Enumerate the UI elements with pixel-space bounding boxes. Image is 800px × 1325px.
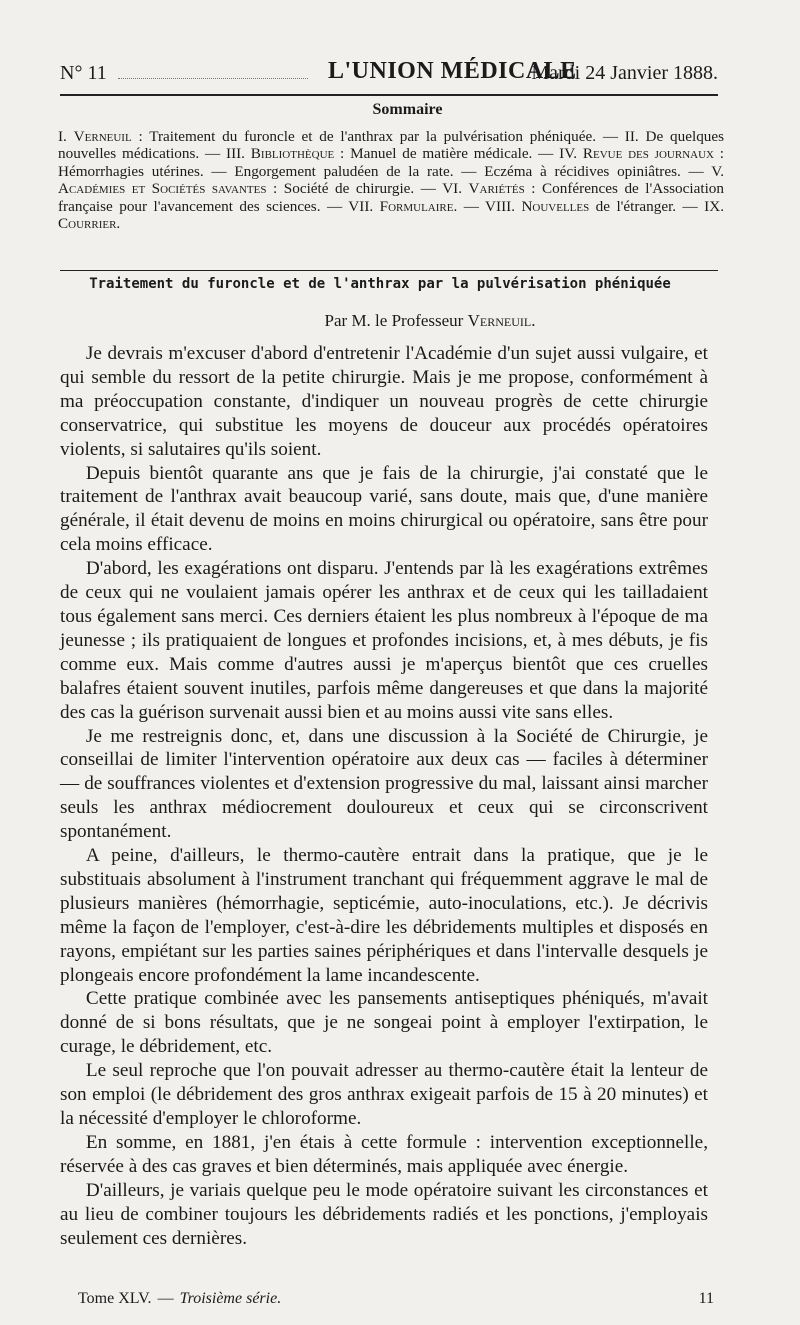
footer-volume: Tome XLV. — Troisième série.	[78, 1290, 282, 1307]
paragraph: Je devrais m'excuser d'abord d'entretenir l'Académie d'un sujet aussi vulgaire, et qui semble du ressort de la petite chirurgie. Mais je me propose, conformément à ma préoccupation constante, d'indiquer un nouveau progrès de cette chirurgie conservatrice, qui substitue les moyens de douceur aux procédés opératoires violents, si salutaires qu'ils soient.	[60, 343, 708, 460]
serie-label: Troisième série.	[179, 1290, 282, 1307]
paragraph: Je me restreignis donc, et, dans une discussion à la Société de Chirurgie, je conseillai de limiter l'intervention opératoire aux deux cas — faciles à déterminer — de souffrances violentes et d'extension progressive du mal, laissant ainsi marcher seuls les anthrax médiocrement douloureux et ceux qui se circonscrivent spontanément.	[60, 725, 708, 843]
item-text: Conférences de l'Association française pour l'avancement des sciences.	[58, 180, 724, 215]
issue-date: Mardi 24 Janvier 1888.	[531, 62, 718, 84]
page-number: 11	[698, 1290, 714, 1307]
item-text: Société de chirurgie.	[283, 180, 415, 198]
item-number: — II.	[602, 128, 639, 145]
paragraph: En somme, en 1881, j'en étais à cette formule : intervention exceptionnelle, réservée à des cas graves et bien déterminés, mais appliquée avec énergie.	[60, 1131, 708, 1177]
item-heading: Formulaire.	[379, 197, 458, 215]
sommaire-item: — VI. Variétés : Conférences de l'Association française pour l'avancement des sciences.	[58, 180, 724, 215]
paragraph: A peine, d'ailleurs, le thermo-cautère entrait dans la pratique, que je le substituais absolument à l'instrument tranchant qui fréquemment aggrave le mal de plusieurs manières (hémorrhagie, septicémie, auto-inoculations, etc.). Je décrivis même la façon de l'employer, c'est-à-dire les débridements multiples et disposés en rayons, empiétant sur les parties saines périphériques et dans l'intervalle desquels je plongeais encore profondément la lame incandescente.	[60, 845, 708, 986]
item-number: — III.	[205, 145, 245, 163]
item-text: Traitement du furoncle et de l'anthrax par la pulvérisation phéniquée.	[149, 128, 596, 145]
item-text: Hémorrhagies utérines. — Engorgement paludéen de la rate. — Eczéma à récidives opiniâtres.	[58, 162, 681, 180]
header-rule	[60, 94, 718, 96]
sommaire-item: — V. Académies et Sociétés savantes : Société de chirurgie.	[58, 162, 724, 198]
item-text: de l'étranger.	[595, 197, 677, 215]
item-heading: Variétés	[468, 180, 525, 198]
sommaire-item: — IV. Revue des journaux : Hémorrhagies utérines. — Engorgement paludéen de la rate. — Eczéma à récidives opiniâtres.	[58, 145, 724, 180]
item-number: — V.	[688, 162, 724, 180]
item-number: — VI.	[420, 180, 463, 198]
item-number: — VIII.	[463, 197, 515, 215]
item-text: Manuel de matière médicale.	[350, 145, 533, 163]
sommaire-rule	[60, 270, 718, 271]
byline-author: Verneuil.	[467, 311, 536, 330]
issue-number: N° 11	[60, 62, 107, 84]
item-text: De quelques nouvelles médications.	[58, 128, 725, 163]
byline-prefix: Par M. le Professeur	[324, 311, 464, 330]
item-heading: Nouvelles	[521, 197, 590, 215]
item-heading: Courrier.	[58, 215, 121, 233]
item-heading: Académies et Sociétés savantes	[58, 180, 267, 198]
item-number: — VII.	[326, 197, 374, 215]
sommaire-title: Sommaire	[372, 101, 443, 118]
paragraph: Le seul reproche que l'on pouvait adresser au thermo-cautère était la lenteur de son emploi (le débridement des gros anthrax exigeait parfois de 15 à 20 minutes) et la nécessité d'employer le chloroforme.	[60, 1060, 708, 1129]
item-heading: Revue des journaux	[582, 145, 714, 163]
sommaire-item: I. Verneuil : Traitement du furoncle et de l'anthrax par la pulvérisation phéniquée.	[58, 128, 596, 145]
sommaire-contents	[58, 128, 724, 232]
item-heading: Bibliothèque	[250, 145, 335, 163]
sommaire-item	[327, 198, 457, 215]
sommaire-item: — III. Bibliothèque : Manuel de matière médicale.	[205, 145, 533, 163]
article-byline	[0, 311, 800, 331]
item-number: I.	[58, 128, 67, 145]
paragraph: D'ailleurs, je variais quelque peu le mode opératoire suivant les circonstances et au lieu de combiner toujours les débridements radiés et les ponctions, j'employais seulement ces dernières.	[60, 1179, 708, 1249]
item-number: — IX.	[682, 197, 724, 215]
journal-title: L'UNION MÉDICALE	[328, 58, 577, 84]
sommaire-item	[464, 198, 676, 215]
paragraph: D'abord, les exagérations ont disparu. J'entends par là les exagérations extrêmes de ceux qui ne voulaient jamais opérer les anthrax et de ceux qui les tailladaient tous également sans merci. Ces derniers étaient les plus nombreux à l'époque de ma jeunesse ; ils pratiquaient de longues et profondes incisions, et, à mes débuts, je fis comme eux. Mais comme d'autres aussi je m'aperçus bientôt que ces cruelles balafres étaient souvent inutiles, parfois même dangereuses et que dans la majorité des cas la guérison survenait aussi bien et au moins aussi vite sans elles.	[60, 558, 708, 723]
paragraph: Cette pratique combinée avec les pansements antiseptiques phéniqués, m'avait donné de si bons résultats, que je ne songeai point à employer l'extirpation, le curage, le débridement, etc.	[60, 988, 708, 1058]
header-leader-dots	[118, 78, 308, 79]
article-body	[60, 342, 708, 1250]
paragraph: Depuis bientôt quarante ans que je fais de la chirurgie, j'ai constaté que le traitement de l'anthrax avait beaucoup varié, sans doute, mais que, d'une manière générale, il était devenu de moins en moins chirurgical ou opératoire, sans être pour cela moins efficace.	[60, 462, 708, 556]
tome-label: Tome XLV.	[78, 1290, 152, 1307]
item-heading: Verneuil	[73, 128, 132, 145]
article-title: Traitement du furoncle et de l'anthrax par la pulvérisation phéniquée	[89, 276, 671, 292]
page-header	[60, 60, 718, 94]
item-number: — IV.	[538, 145, 578, 163]
